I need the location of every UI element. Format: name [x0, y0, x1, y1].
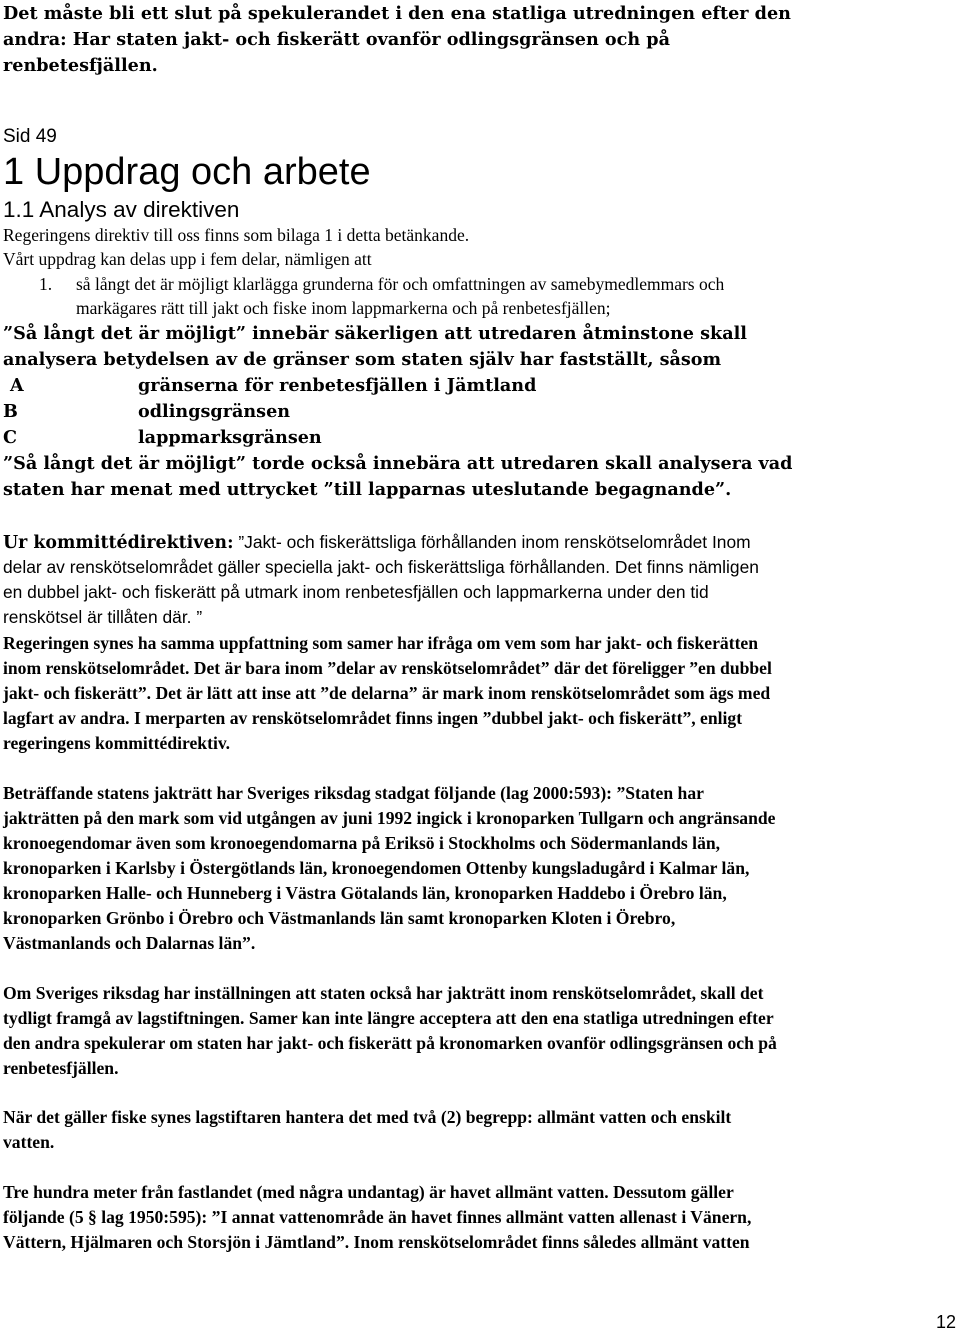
paragraph-line: kronoparken i Karlsby i Östergötlands län, kronoegendomen Ottenby kungsladugård i Kalmar län, — [3, 858, 750, 878]
paragraph-line: kronoparken Grönbo i Örebro och Västmanlands län samt kronoparken Kloten i Örebro, — [3, 908, 676, 928]
committee-quote-line: en dubbel jakt- och fiskerätt på utmark inom renbetesfjällen och lappmarkerna under den tid — [3, 582, 709, 602]
intro-line: andra: Har staten jakt- och fiskerätt ovanför odlingsgränsen och på — [3, 29, 670, 50]
intro-line: renbetesfjällen. — [3, 55, 158, 76]
analysis-line: analysera betydelsen av de gränser som staten själv har fastställt, såsom — [3, 349, 722, 370]
paragraph-line: jakt- och fiskerätt”. Det är lätt att inse att ”de delarna” är mark inom renskötselområdet som ägs med — [3, 683, 771, 703]
committee-quote-line: delar av renskötselområdet gäller speciella jakt- och fiskerättsliga förhållanden. Det finns nämligen — [3, 557, 759, 577]
analysis-closing-line: staten har menat med uttrycket ”till lapparnas uteslutande begagnande”. — [3, 479, 732, 500]
list-item-text: markägares rätt till jakt och fiske inom lappmarkerna och på renbetesfjällen; — [76, 298, 611, 318]
paragraph-line: Tre hundra meter från fastlandet (med några undantag) är havet allmänt vatten. Dessutom gäller — [3, 1182, 734, 1202]
paragraph-line: Västmanlands och Dalarnas län”. — [3, 933, 256, 953]
paragraph-line: Om Sveriges riksdag har inställningen att staten också har jakträtt inom renskötselområdet, skall det — [3, 983, 764, 1003]
boundary-text: odlingsgränsen — [138, 401, 291, 422]
paragraph-line: Regeringen synes ha samma uppfattning som samer har ifråga om vem som har jakt- och fiskerätten — [3, 633, 759, 653]
paragraph-line: tydligt framgå av lagstiftningen. Samer kan inte längre acceptera att den ena statliga utredningen efter — [3, 1008, 774, 1028]
paragraph-line: lagfart av andra. I merparten av renskötselområdet finns ingen ”dubbel jakt- och fiskerätt”, enligt — [3, 708, 743, 728]
intro-line: Det måste bli ett slut på spekulerandet i den ena statliga utredningen efter den — [3, 3, 791, 24]
boundary-text: gränserna för renbetesfjällen i Jämtland — [138, 375, 537, 396]
committee-label: Ur kommittédirektiven: — [3, 533, 234, 553]
paragraph-line: regeringens kommittédirektiv. — [3, 733, 231, 753]
boundary-letter: A — [10, 375, 24, 396]
analysis-closing-line: ”Så långt det är möjligt” torde också innebära att utredaren skall analysera vad — [3, 453, 793, 474]
committee-quote-start: ”Jakt- och fiskerättsliga förhållanden inom renskötselområdet Inom — [233, 532, 751, 552]
list-item-text: så långt det är möjligt klarlägga grunderna för och omfattningen av samebymedlemmars och — [76, 274, 725, 294]
committee-first-line — [3, 530, 751, 556]
page-number: 12 — [936, 1312, 957, 1332]
committee-quote-line: renskötsel är tillåten där. ” — [3, 607, 203, 627]
paragraph-line: Vättern, Hjälmaren och Storsjön i Jämtland”. Inom renskötselområdet finns således allmänt vatten — [3, 1232, 750, 1252]
section-heading: 1 Uppdrag och arbete — [3, 151, 371, 193]
paragraph-line: När det gäller fiske synes lagstiftaren hantera det med två (2) begrepp: allmänt vatten och enskilt — [3, 1107, 732, 1127]
boundary-letter: B — [3, 401, 18, 422]
paragraph-line: kronoparken Halle- och Hunneberg i Västra Götalands län, kronoparken Haddebo i Örebro län, — [3, 883, 727, 903]
paragraph-line: renbetesfjällen. — [3, 1058, 119, 1078]
paragraph-line: kronoegendomar även som kronoegendomarna på Eriksö i Stockholms och Södermanlands län, — [3, 833, 721, 853]
paragraph-line: följande (5 § lag 1950:595): ”I annat vattenområde än havet finnes allmänt vatten allenast i Vänern, — [3, 1207, 752, 1227]
boundary-text: lappmarksgränsen — [138, 427, 322, 448]
analysis-line: ”Så långt det är möjligt” innebär säkerligen att utredaren åtminstone skall — [3, 323, 747, 344]
boundary-item — [3, 425, 322, 451]
boundary-item — [3, 399, 290, 425]
page-reference: Sid 49 — [3, 126, 57, 147]
paragraph-line: jakträtten på den mark som vid utgången av juni 1992 ingick i kronoparken Tullgarn och angränsande — [3, 808, 776, 828]
paragraph-line: vatten. — [3, 1132, 55, 1152]
list-number: 1. — [39, 274, 53, 294]
section-subheading: 1.1 Analys av direktiven — [3, 197, 240, 222]
directive-line: Vårt uppdrag kan delas upp i fem delar, nämligen att — [3, 249, 372, 269]
paragraph-line: Beträffande statens jakträtt har Sveriges riksdag stadgat följande (lag 2000:593): ”Staten har — [3, 783, 704, 803]
directive-line: Regeringens direktiv till oss finns som bilaga 1 i detta betänkande. — [3, 225, 470, 245]
boundary-item — [10, 373, 536, 399]
paragraph-line: inom renskötselområdet. Det är bara inom ”delar av renskötselområdet” där det föreligger ”en dubbel — [3, 658, 772, 678]
boundary-letter: C — [3, 427, 18, 448]
paragraph-line: den andra spekulerar om staten har jakt- och fiskerätt på kronomarken ovanför odlingsgränsen och på — [3, 1033, 777, 1053]
